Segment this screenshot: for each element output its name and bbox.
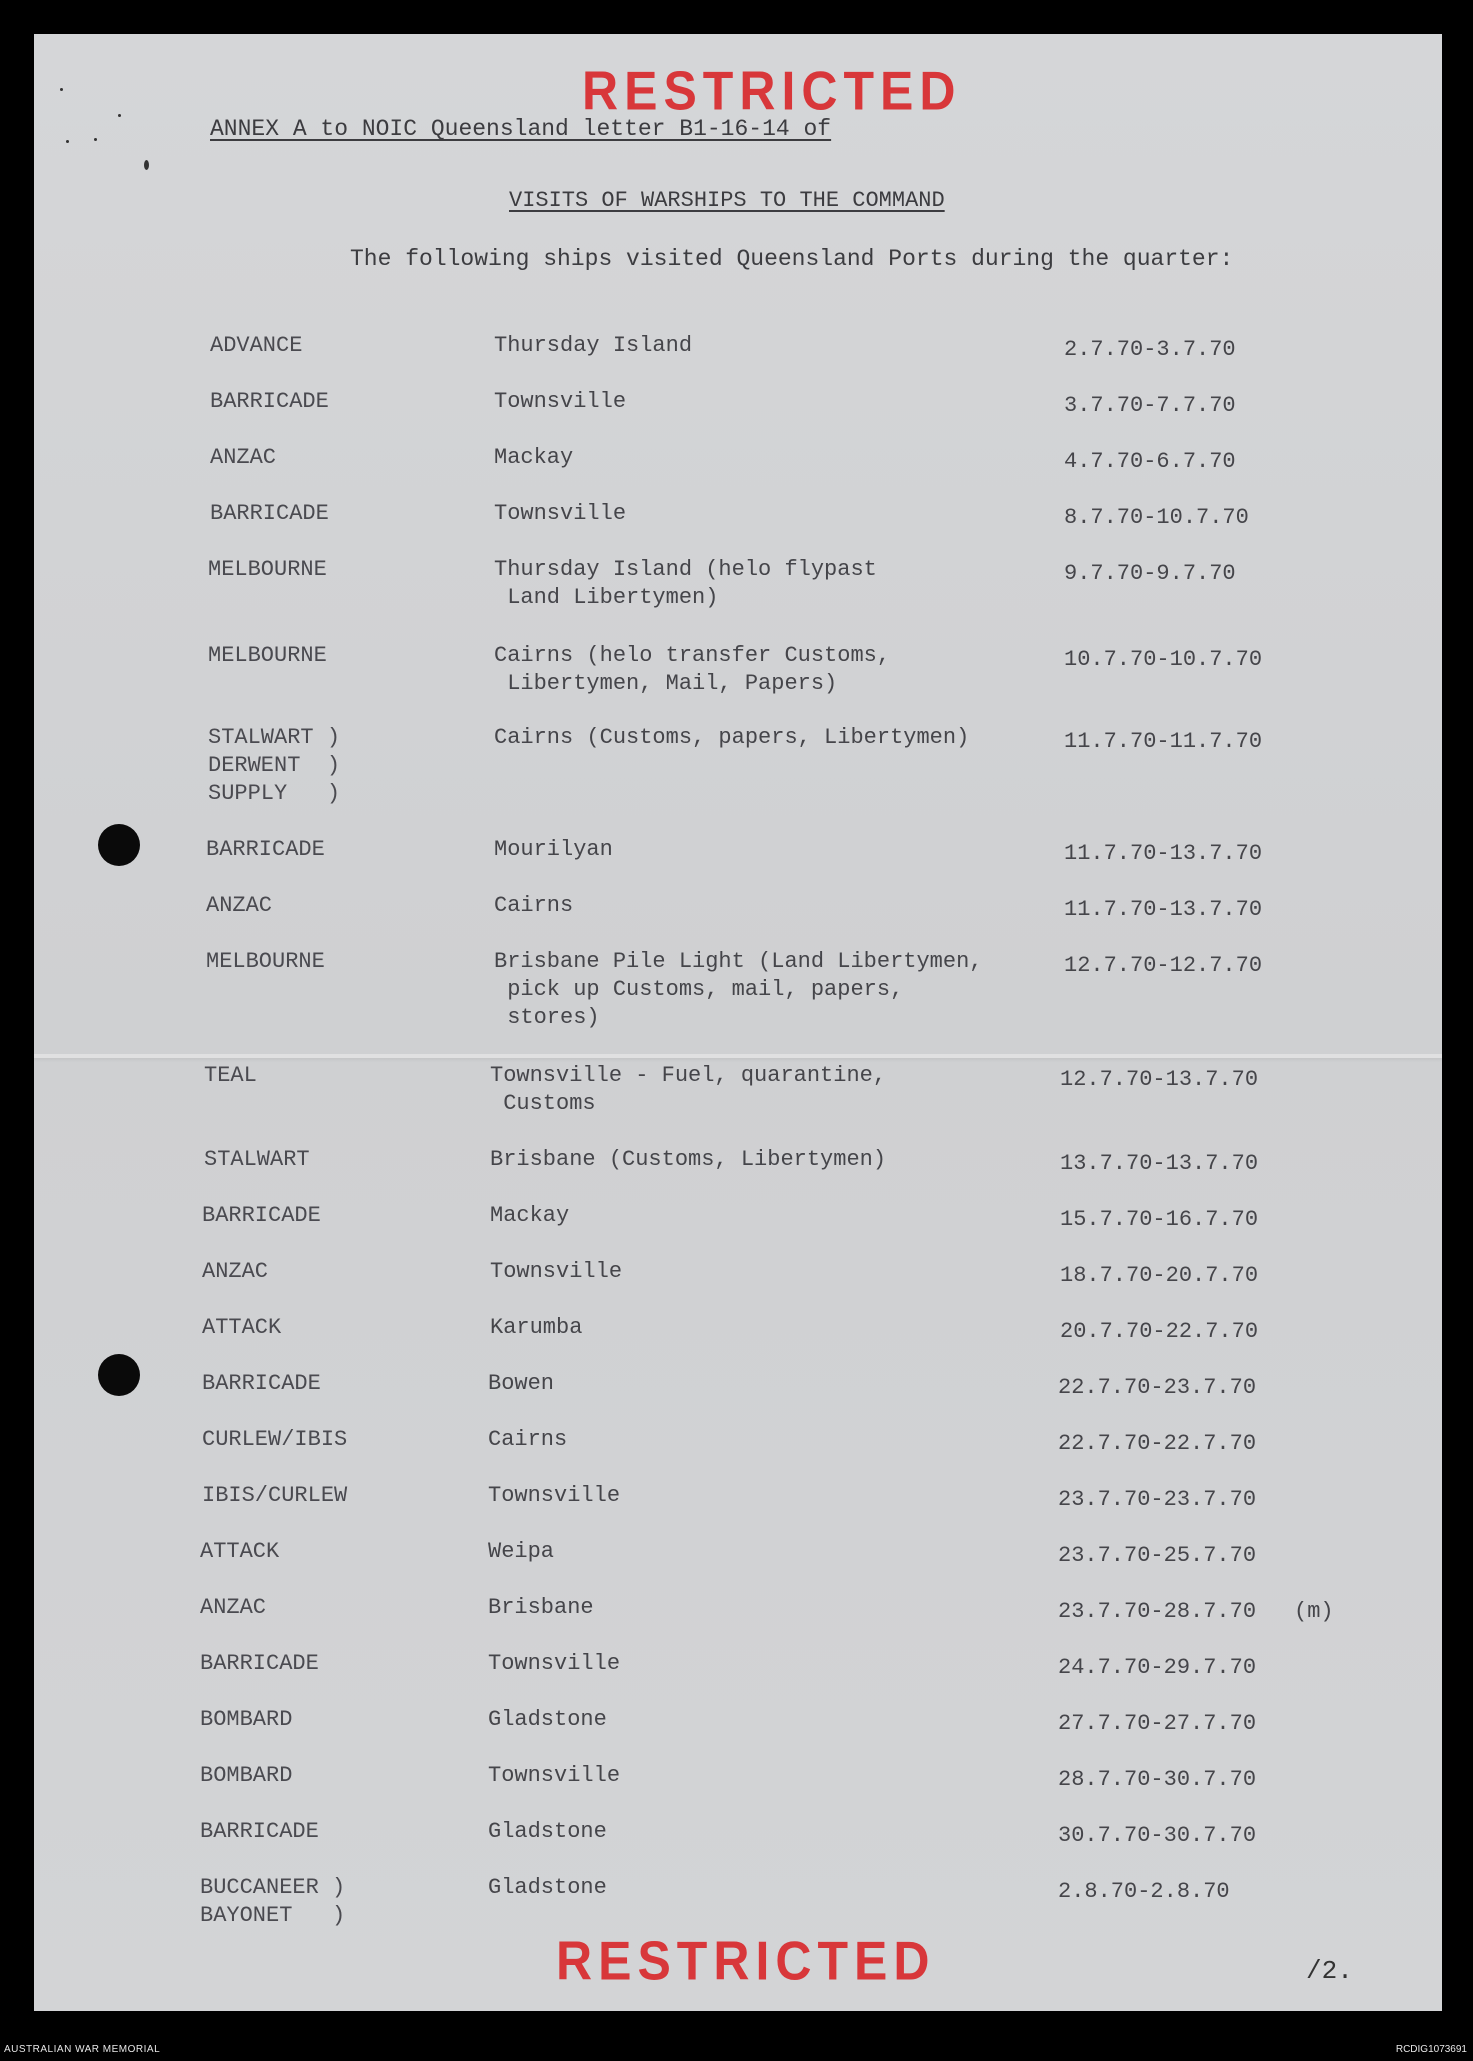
port-name: Cairns (Customs, papers, Libertymen)	[494, 725, 970, 750]
visit-dates: 23.7.70-23.7.70	[1058, 1487, 1257, 1512]
port-name: Brisbane	[488, 1595, 594, 1620]
port-name: Mackay	[490, 1203, 570, 1228]
speck	[118, 114, 121, 117]
visit-dates: 12.7.70-12.7.70	[1064, 953, 1263, 978]
port-name: Brisbane Pile Light (Land Libertymen, pick up Customs, mail, papers, stores)	[494, 949, 983, 1030]
intro-text: The following ships visited Queensland Ports during the quarter:	[350, 246, 1234, 272]
visit-dates: 22.7.70-22.7.70	[1058, 1431, 1257, 1456]
port-name: Cairns	[488, 1427, 568, 1452]
visit-dates: 2.8.70-2.8.70	[1058, 1879, 1230, 1904]
port-name: Weipa	[488, 1539, 555, 1564]
visit-dates: 13.7.70-13.7.70	[1060, 1151, 1259, 1176]
ship-name: BARRICADE	[210, 501, 329, 526]
page-number: /2.	[1306, 1956, 1353, 1986]
visit-dates: 4.7.70-6.7.70	[1064, 449, 1236, 474]
speck	[144, 160, 149, 170]
port-name: Townsville	[488, 1651, 621, 1676]
visit-dates: 30.7.70-30.7.70	[1058, 1823, 1257, 1848]
port-name: Mourilyan	[494, 837, 613, 862]
visit-dates: 27.7.70-27.7.70	[1058, 1711, 1257, 1736]
port-name: Bowen	[488, 1371, 555, 1396]
visit-dates: 3.7.70-7.7.70	[1064, 393, 1236, 418]
punch-hole	[98, 824, 140, 866]
port-name: Cairns	[494, 893, 574, 918]
visit-dates: 10.7.70-10.7.70	[1064, 647, 1263, 672]
ship-name: STALWART ) DERWENT ) SUPPLY )	[208, 725, 341, 806]
port-name: Townsville	[490, 1259, 623, 1284]
port-name: Mackay	[494, 445, 574, 470]
port-name: Townsville - Fuel, quarantine, Customs	[490, 1063, 887, 1116]
ship-name: ANZAC	[210, 445, 277, 470]
visit-dates: 11.7.70-13.7.70	[1064, 897, 1263, 922]
archive-id: RCDIG1073691	[1395, 2044, 1467, 2055]
ship-name: BOMBARD	[200, 1707, 293, 1732]
ship-name: IBIS/CURLEW	[202, 1483, 348, 1508]
ship-name: BARRICADE	[202, 1203, 321, 1228]
speck	[60, 88, 63, 91]
annex-heading: ANNEX A to NOIC Queensland letter B1-16-14 of	[210, 116, 832, 142]
speck	[94, 138, 97, 141]
visit-dates: 18.7.70-20.7.70	[1060, 1263, 1259, 1288]
visit-dates: 20.7.70-22.7.70	[1060, 1319, 1259, 1344]
ship-name: TEAL	[204, 1063, 257, 1088]
visit-dates: 15.7.70-16.7.70	[1060, 1207, 1259, 1232]
archive-credit: AUSTRALIAN WAR MEMORIAL	[4, 2044, 161, 2055]
ship-name: BARRICADE	[202, 1371, 321, 1396]
visit-dates: 9.7.70-9.7.70	[1064, 561, 1236, 586]
port-name: Townsville	[494, 501, 627, 526]
restricted-stamp-bottom: RESTRICTED	[556, 1930, 936, 1992]
ship-name: BUCCANEER ) BAYONET )	[200, 1875, 346, 1928]
port-name: Gladstone	[488, 1707, 607, 1732]
ship-name: ADVANCE	[210, 333, 303, 358]
visit-dates: 22.7.70-23.7.70	[1058, 1375, 1257, 1400]
ship-name: ANZAC	[202, 1259, 269, 1284]
port-name: Thursday Island	[494, 333, 693, 358]
port-name: Gladstone	[488, 1875, 607, 1900]
ship-name: STALWART	[204, 1147, 310, 1172]
ship-name: BARRICADE	[206, 837, 325, 862]
visit-dates: 2.7.70-3.7.70	[1064, 337, 1236, 362]
ship-name: ANZAC	[200, 1595, 267, 1620]
port-name: Cairns (helo transfer Customs, Libertymen, Mail, Papers)	[494, 643, 891, 696]
visit-dates: 28.7.70-30.7.70	[1058, 1767, 1257, 1792]
ship-name: CURLEW/IBIS	[202, 1427, 348, 1452]
ship-name: ATTACK	[202, 1315, 282, 1340]
port-name: Gladstone	[488, 1819, 607, 1844]
visit-dates: 23.7.70-28.7.70	[1058, 1599, 1257, 1624]
visit-dates: 12.7.70-13.7.70	[1060, 1067, 1259, 1092]
ship-name: MELBOURNE	[208, 557, 327, 582]
paper-fold	[34, 1054, 1442, 1058]
ship-name: MELBOURNE	[208, 643, 327, 668]
ship-name: BARRICADE	[200, 1651, 319, 1676]
port-name: Townsville	[488, 1763, 621, 1788]
visit-dates: 8.7.70-10.7.70	[1064, 505, 1249, 530]
visit-dates: 23.7.70-25.7.70	[1058, 1543, 1257, 1568]
port-name: Townsville	[488, 1483, 621, 1508]
ship-name: BARRICADE	[200, 1819, 319, 1844]
document-title: VISITS OF WARSHIPS TO THE COMMAND	[509, 188, 945, 213]
punch-hole	[98, 1354, 140, 1396]
ship-name: MELBOURNE	[206, 949, 325, 974]
visit-dates: 24.7.70-29.7.70	[1058, 1655, 1257, 1680]
port-name: Brisbane (Customs, Libertymen)	[490, 1147, 887, 1172]
ship-name: BARRICADE	[210, 389, 329, 414]
port-name: Karumba	[490, 1315, 583, 1340]
restricted-stamp-top: RESTRICTED	[582, 60, 962, 122]
speck	[66, 140, 69, 143]
visit-dates: 11.7.70-11.7.70	[1064, 729, 1263, 754]
ship-name: ANZAC	[206, 893, 273, 918]
port-name: Townsville	[494, 389, 627, 414]
ship-name: ATTACK	[200, 1539, 280, 1564]
row-note: (m)	[1294, 1599, 1334, 1624]
document-page	[34, 34, 1442, 2011]
port-name: Thursday Island (helo flypast Land Libertymen)	[494, 557, 877, 610]
visit-dates: 11.7.70-13.7.70	[1064, 841, 1263, 866]
ship-name: BOMBARD	[200, 1763, 293, 1788]
